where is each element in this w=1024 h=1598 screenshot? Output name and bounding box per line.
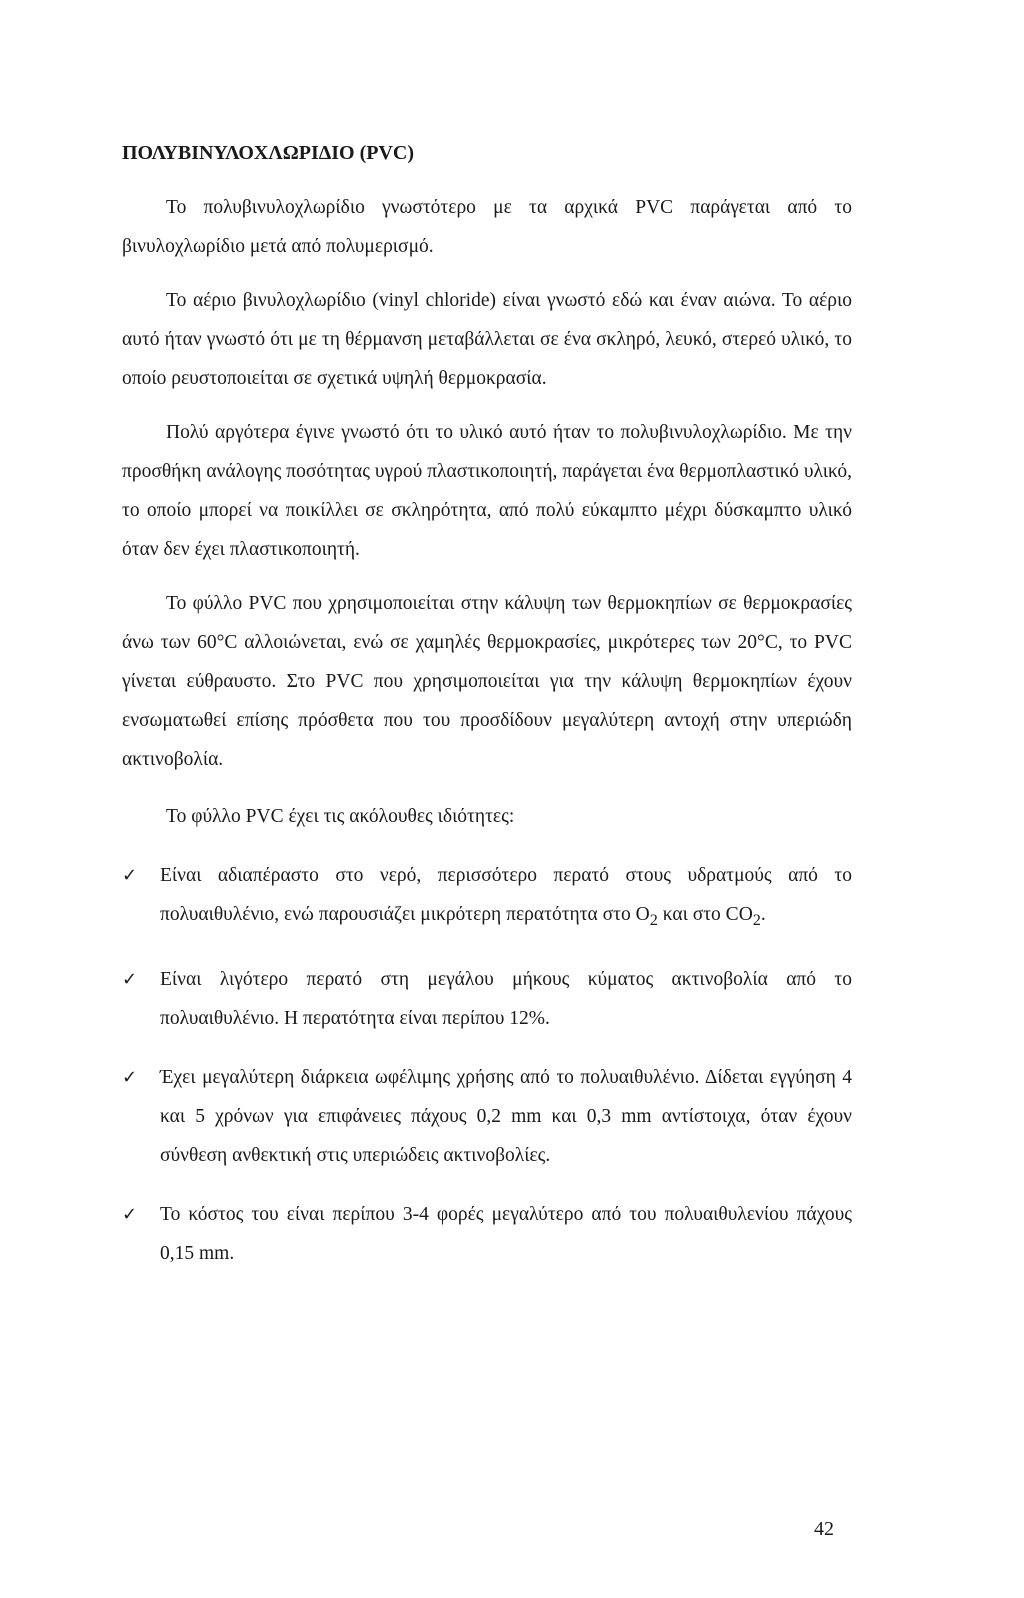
page-number: 42	[814, 1518, 834, 1540]
properties-list	[122, 856, 852, 1273]
property-text-part: Είναι αδιαπέραστο στο νερό, περισσότερο περατό στους υδρατμούς από το πολυαιθυλένιο, ενώ παρουσιάζει μικρότερη περατότητα στο O	[160, 865, 852, 925]
properties-intro: Το φύλλο PVC έχει τις ακόλουθες ιδιότητες:	[166, 806, 515, 827]
paragraph-3: Πολύ αργότερα έγινε γνωστό ότι το υλικό αυτό ήταν το πολυβινυλοχλωρίδιο. Με την προσθήκη ανάλογης ποσότητας υγρού πλαστικοποιητή, παράγεται ένα θερμοπλαστικό υλικό, το οποίο μπορεί να ποικίλλει σε σκληρότητα, από πολύ εύκαμπτο μέχρι δύσκαμπτο υλικό όταν δεν έχει πλαστικοποιητή.	[122, 422, 852, 560]
paragraph-2: Το αέριο βινυλοχλωρίδιο (vinyl chloride) είναι γνωστό εδώ και έναν αιώνα. Το αέριο αυτό ήταν γνωστό ότι με τη θέρμανση μεταβάλλεται σε ένα σκληρό, λευκό, στερεό υλικό, το οποίο ρευστοποιείται σε σχετικά υψηλή θερμοκρασία.	[122, 290, 852, 389]
property-text-part: .	[760, 904, 766, 925]
subscript-2: 2	[649, 910, 658, 929]
checkmark-icon: ✓	[122, 1203, 138, 1225]
paragraph-1: Το πολυβινυλοχλωρίδιο γνωστότερο με τα αρχικά PVC παράγεται από το βινυλοχλωρίδιο μετά από πολυμερισμό.	[122, 197, 852, 257]
property-text: Το κόστος του είναι περίπου 3-4 φορές μεγαλύτερο από του πολυαιθυλενίου πάχους 0,15 mm.	[160, 1203, 852, 1264]
checkmark-icon: ✓	[122, 968, 138, 990]
page-content	[122, 133, 852, 1293]
property-item	[122, 1195, 852, 1273]
property-text: Έχει μεγαλύτερη διάρκεια ωφέλιμης χρήσης από το πολυαιθυλένιο. Δίδεται εγγύηση 4 και 5 χρόνων για επιφάνειες πάχους 0,2 mm και 0,3 mm αντίστοιχα, όταν έχουν σύνθεση ανθεκτική στις υπεριώδεις ακτινοβολίες.	[160, 1066, 852, 1166]
property-text-part: και στο CO	[657, 904, 753, 925]
checkmark-icon: ✓	[122, 1066, 138, 1088]
property-item	[122, 856, 852, 940]
property-item	[122, 960, 852, 1038]
paragraph-4: Το φύλλο PVC που χρησιμοποιείται στην κάλυψη των θερμοκηπίων σε θερμοκρασίες άνω των 60°C αλλοιώνεται, ενώ σε χαμηλές θερμοκρασίες, μικρότερες των 20°C, το PVC γίνεται εύθραυστο. Στο PVC που χρησιμοποιείται για την κάλυψη θερμοκηπίων έχουν ενσωματωθεί επίσης πρόσθετα που του προσδίδουν μεγαλύτερη αντοχή στην υπεριώδη ακτινοβολία.	[122, 593, 852, 770]
checkmark-icon: ✓	[122, 865, 138, 886]
property-text: Είναι λιγότερο περατό στη μεγάλου μήκους κύματος ακτινοβολία από το πολυαιθυλένιο. Η περατότητα είναι περίπου 12%.	[160, 968, 852, 1029]
subscript-2: 2	[752, 910, 761, 929]
property-item	[122, 1058, 852, 1175]
section-heading: ΠΟΛΥΒΙΝΥΛΟΧΛΩΡΙΔΙΟ (PVC)	[122, 142, 415, 164]
